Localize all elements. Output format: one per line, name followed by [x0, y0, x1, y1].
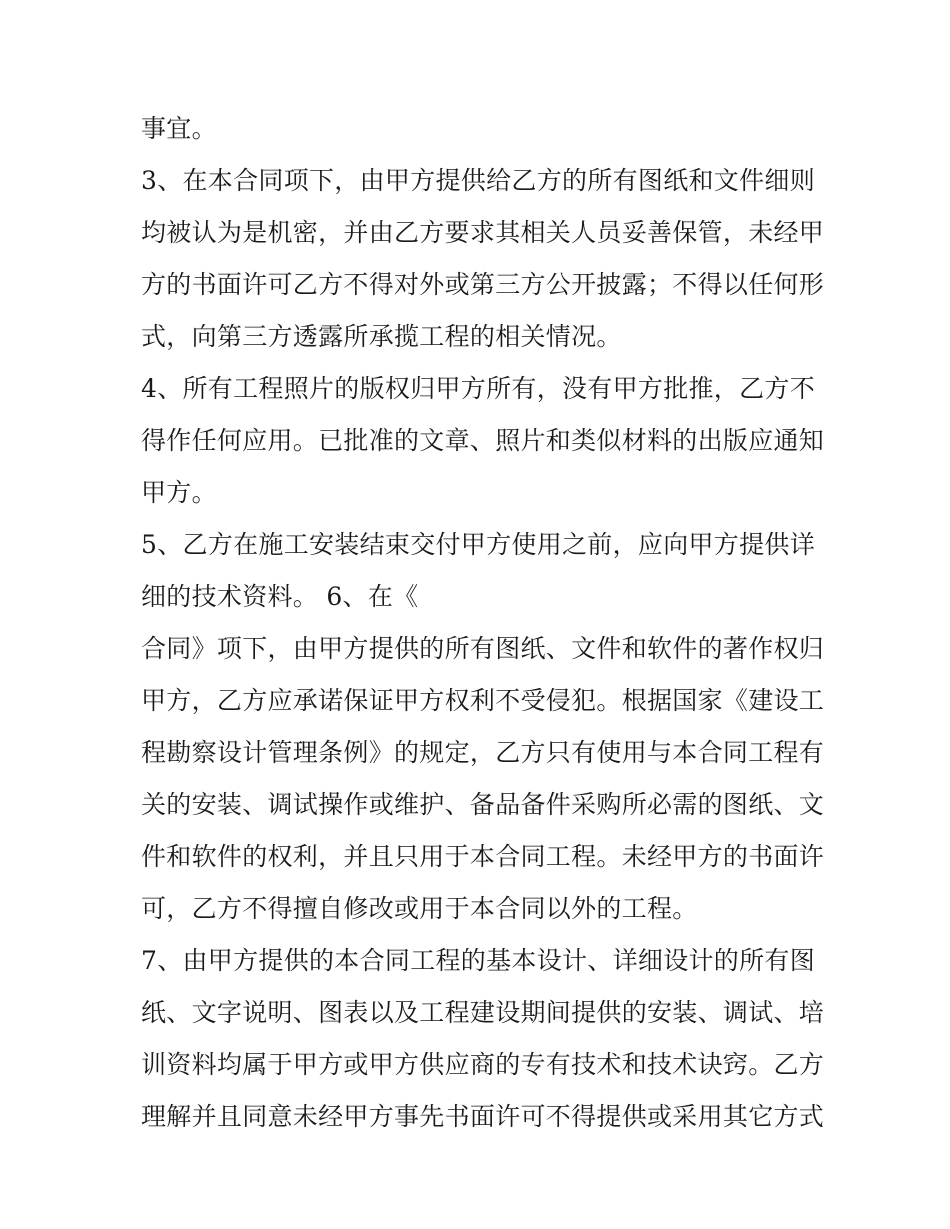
text-line: 5、乙方在施工安装结束交付甲方使用之前，应向甲方提供详 — [141, 530, 816, 559]
text-line: 3、在本合同项下，由甲方提供给乙方的所有图纸和文件细则 — [141, 166, 816, 195]
text-line: 理解并且同意未经甲方事先书面许可不得提供或采用其它方式 — [141, 1102, 825, 1131]
text-line: 4、所有工程照片的版权归甲方所有，没有甲方批推，乙方不 — [141, 374, 816, 403]
text-line: 关的安装、调试操作或维护、备品备件采购所必需的图纸、文 — [141, 790, 825, 819]
text-line: 方的书面许可乙方不得对外或第三方公开披露；不得以任何形 — [141, 270, 825, 299]
text-line: 甲方，乙方应承诺保证甲方权利不受侵犯。根据国家《建设工 — [141, 686, 825, 715]
text-line: 训资料均属于甲方或甲方供应商的专有技术和技术诀窍。乙方 — [141, 1050, 825, 1079]
text-line: 合同》项下，由甲方提供的所有图纸、文件和软件的著作权归 — [141, 634, 825, 663]
text-line: 程勘察设计管理条例》的规定，乙方只有使用与本合同工程有 — [141, 738, 825, 767]
text-line: 7、由甲方提供的本合同工程的基本设计、详细设计的所有图 — [141, 946, 816, 975]
text-line: 得作任何应用。已批准的文章、照片和类似材料的出版应通知 — [141, 426, 825, 455]
text-line: 式，向第三方透露所承揽工程的相关情况。 — [141, 322, 622, 351]
contract-text — [141, 103, 825, 1143]
text-line: 件和软件的权利，并且只用于本合同工程。未经甲方的书面许 — [141, 842, 825, 871]
text-line: 纸、文字说明、图表以及工程建设期间提供的安装、调试、培 — [141, 998, 825, 1027]
text-line: 细的技术资料。 6、在《 — [141, 582, 419, 611]
text-line: 事宜。 — [141, 114, 217, 143]
text-line: 甲方。 — [141, 478, 217, 507]
text-line: 可，乙方不得擅自修改或用于本合同以外的工程。 — [141, 894, 698, 923]
text-line: 均被认为是机密，并由乙方要求其相关人员妥善保管，未经甲 — [141, 218, 825, 247]
